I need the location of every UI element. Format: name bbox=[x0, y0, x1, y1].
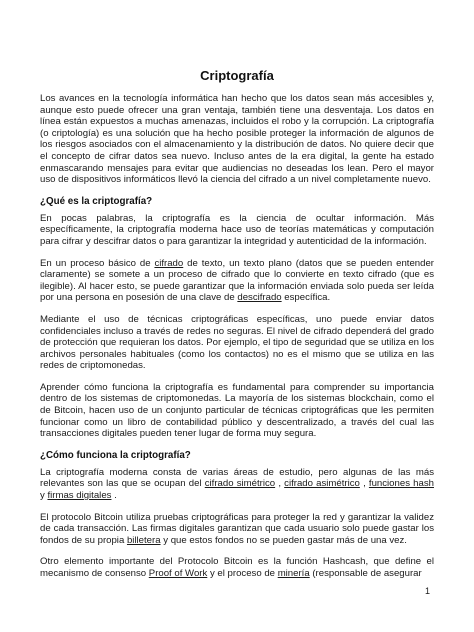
document-body bbox=[40, 68, 434, 590]
page-number: 1 bbox=[424, 586, 430, 596]
section1-paragraph-3: Mediante el uso de técnicas criptográficas específicas, uno puede enviar datos confidenciales incluso a través de redes no seguras. El nivel de cifrado dependerá del grado de protección que requieran los datos. Por ejemplo, el tipo de seguridad que se utiliza en los archivos personales habituales (como los contactos) no es el mismo que se utiliza en las redes de criptomonedas. bbox=[40, 313, 434, 372]
link-cifrado-asimetrico[interactable]: cifrado asimétrico bbox=[284, 478, 360, 490]
link-billetera[interactable]: billetera bbox=[126, 534, 161, 546]
intro-paragraph: Los avances en la tecnología informática han hecho que los datos sean más accesibles y, aunque esto puede ofrecer una gran ventaja, también tiene una desventaja. Los datos en línea están expuestos a muchas amenazas, incluidos el robo y la corrupción. La criptografía (o criptología) es una solución que ha hecho posible proteger la información de algunos de los riesgos asociados con el almacenamiento y la distribución de datos. No quiere decir que el concepto de cifrar datos sea nuevo. Incluso antes de la era digital, la gente ha estado enmascarando mensajes para evitar que audiencias no deseadas los lean. Pero el mayor uso de dispositivos informáticos llevó la ciencia del cifrado a un nivel completamente nuevo. bbox=[40, 93, 434, 186]
link-funciones-hash[interactable]: funciones hash bbox=[368, 478, 434, 490]
section2-paragraph-2: El protocolo Bitcoin utiliza pruebas criptográficas para proteger la red y garantizar la validez de cada transacción. Las firmas digitales garantizan que cada usuario solo puede gastar los fondos de su propia billetera y que estos fondos no se pueden gastar más de una vez. bbox=[40, 511, 434, 546]
section1-paragraph-1: En pocas palabras, la criptografía es la ciencia de ocultar información. Más específicamente, la criptografía moderna hace uso de teorías matemáticas y computación para cifrar y descifrar datos o para garantizar la integridad y autenticidad de la información. bbox=[40, 212, 434, 247]
section2-paragraph-1: La criptografía moderna consta de varias áreas de estudio, pero algunas de las más relevantes son las que se ocupan del cifrado simétrico , cifrado asimétrico , funciones hash y firmas digitales . bbox=[40, 466, 434, 502]
section1-paragraph-4: Aprender cómo funciona la criptografía es fundamental para comprender su importancia dentro de los sistemas de criptomonedas. La mayoría de los sistemas blockchain, como el de Bitcoin, hacen uso de un conjunto particular de técnicas criptográficas que les permiten funcionar como un libro de contabilidad público y descentralizado, a través del cual las transacciones digitales pueden tener lugar de forma muy segura. bbox=[40, 381, 434, 440]
link-descifrado[interactable]: descifrado bbox=[237, 292, 282, 304]
link-firmas-digitales[interactable]: firmas digitales bbox=[47, 490, 112, 502]
link-proof-of-work[interactable]: Proof of Work bbox=[148, 568, 208, 579]
section1-paragraph-2: En un proceso básico de cifrado de texto, un texto plano (datos que se pueden entender claramente) se somete a un proceso de cifrado que lo convierte en texto cifrado (que es ilegible). Al hacer esto, se puede garantizar que la información enviada solo pueda ser leída por una persona en posesión de una clave de descifrado específica. bbox=[40, 257, 434, 304]
link-cifrado[interactable]: cifrado bbox=[154, 257, 184, 269]
page-title: Criptografía bbox=[200, 68, 274, 83]
link-mineria[interactable]: minería bbox=[277, 568, 310, 579]
section-heading-que-es: ¿Qué es la criptografía? bbox=[40, 195, 153, 207]
section2-paragraph-3: Otro elemento importante del Protocolo Bitcoin es la función Hashcash, que define el mecanismo de consenso Proof of Work y el proceso de minería (responsable de asegurar bbox=[40, 556, 434, 579]
section-heading-como-funciona: ¿Cómo funciona la criptografía? bbox=[40, 449, 191, 461]
link-cifrado-simetrico[interactable]: cifrado simétrico bbox=[204, 478, 276, 490]
